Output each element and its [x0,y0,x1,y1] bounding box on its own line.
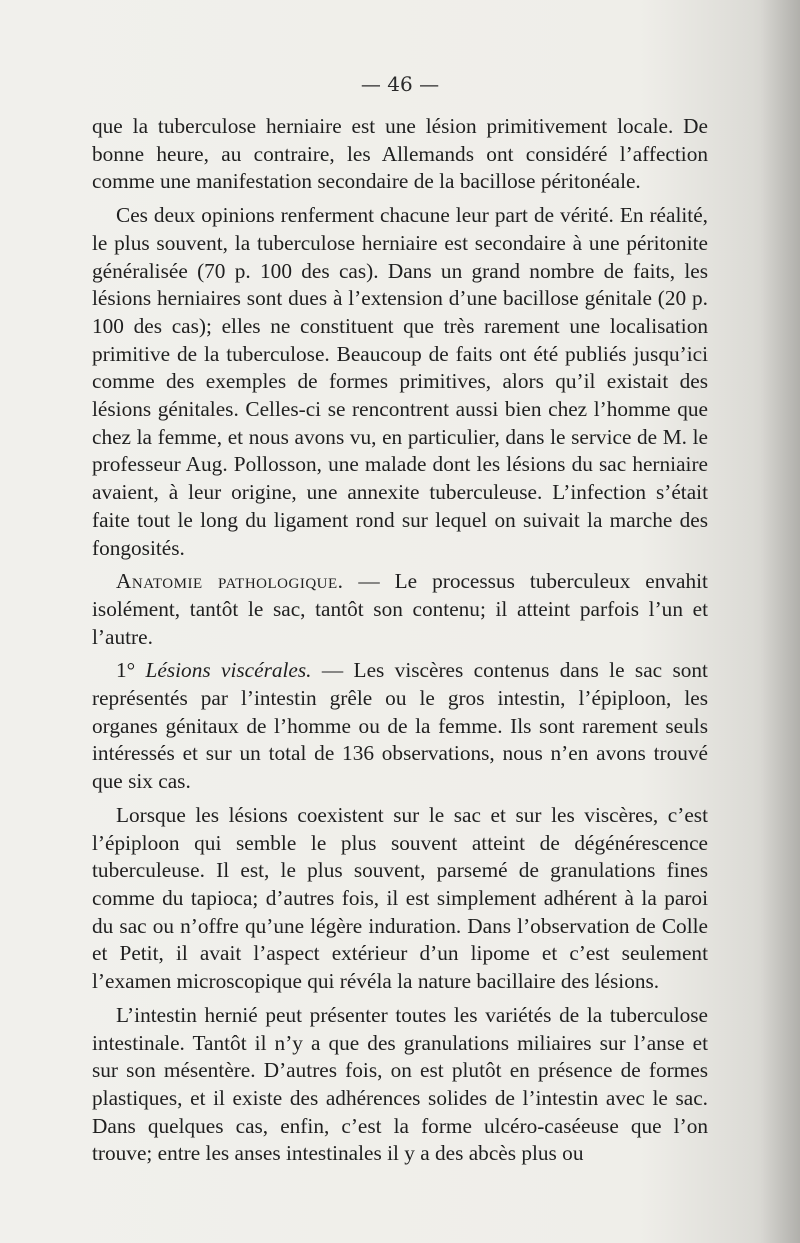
paragraph [92,202,708,562]
subsection-number: 1° [116,658,146,683]
section-heading: Anatomie pathologique. [116,569,344,594]
body-text [92,113,708,1174]
paragraph-section-heading [92,568,708,651]
subsection-heading: Lésions viscérales. [145,658,312,683]
paragraph-text: — Le processus tuberculeux envahit isolément, tantôt le sac, tantôt son contenu; il atteint parfois l’un et l’autre. [92,569,708,649]
paragraph [92,802,708,996]
paragraph-text: L’intestin hernié peut présenter toutes les variétés de la tuberculose intestinale. Tantôt il n’y a que des granulations miliaires sur l’anse et sur son mésentère. D’autres fois, on est plutôt en présence de formes plastiques, et il existe des adhérences solides de l’intestin avec le sac. Dans quelques cas, enfin, c’est la forme ulcéro-caséeuse que l’on trouve; entre les anses intestinales il y a des abcès plus ou [92,1002,708,1166]
page-number: — 46 — [360,72,440,96]
paragraph [92,1002,708,1168]
paragraph-subsection-heading [92,657,708,796]
paragraph-text: — Les viscères contenus dans le sac sont représentés par l’intestin grêle ou le gros intestin, l’épiploon, les organes génitaux de l’homme ou de la femme. Ils sont rarement seuls intéressés et sur un total de 136 observations, nous n’en avons trouvé que six cas. [92,658,708,794]
paragraph [92,113,708,196]
paragraph-text: Ces deux opinions renferment chacune leur part de vérité. En réalité, le plus souvent, la tuberculose herniaire est secondaire à une péritonite généralisée (70 p. 100 des cas). Dans un grand nombre de faits, les lésions herniaires sont dues à l’extension d’une bacillose génitale (20 p. 100 des cas); elles ne constituent que très rarement une localisation primitive de la tuberculose. Beaucoup de faits ont été publiés jusqu’ici comme des exemples de formes primitives, alors qu’il existait des lésions génitales. Celles-ci se rencontrent aussi bien chez l’homme que chez la femme, et nous avons vu, en particulier, dans le service de M. le professeur Aug. Pollosson, une malade dont les lésions du sac herniaire avaient, à leur origine, une annexite tuberculeuse. L’infection s’était faite tout le long du ligament rond sur lequel on suivait la marche des fongosités. [92,203,708,560]
paragraph-text: Lorsque les lésions coexistent sur le sac et sur les viscères, c’est l’épiploon qui semble le plus souvent atteint de dégénérescence tuberculeuse. Il est, le plus souvent, parsemé de granulations fines comme du tapioca; d’autres fois, il est simplement adhérent à la paroi du sac ou n’offre qu’une légère induration. Dans l’observation de Colle et Petit, il avait l’aspect extérieur d’un lipome et c’est seulement l’examen microscopique qui révéla la nature bacillaire des lésions. [92,802,708,994]
paragraph-text: que la tuberculose herniaire est une lésion primitivement locale. De bonne heure, au contraire, les Allemands ont considéré l’affection comme une manifestation secondaire de la bacillose péritonéale. [92,114,708,194]
page-edge-shadow [760,0,800,1243]
